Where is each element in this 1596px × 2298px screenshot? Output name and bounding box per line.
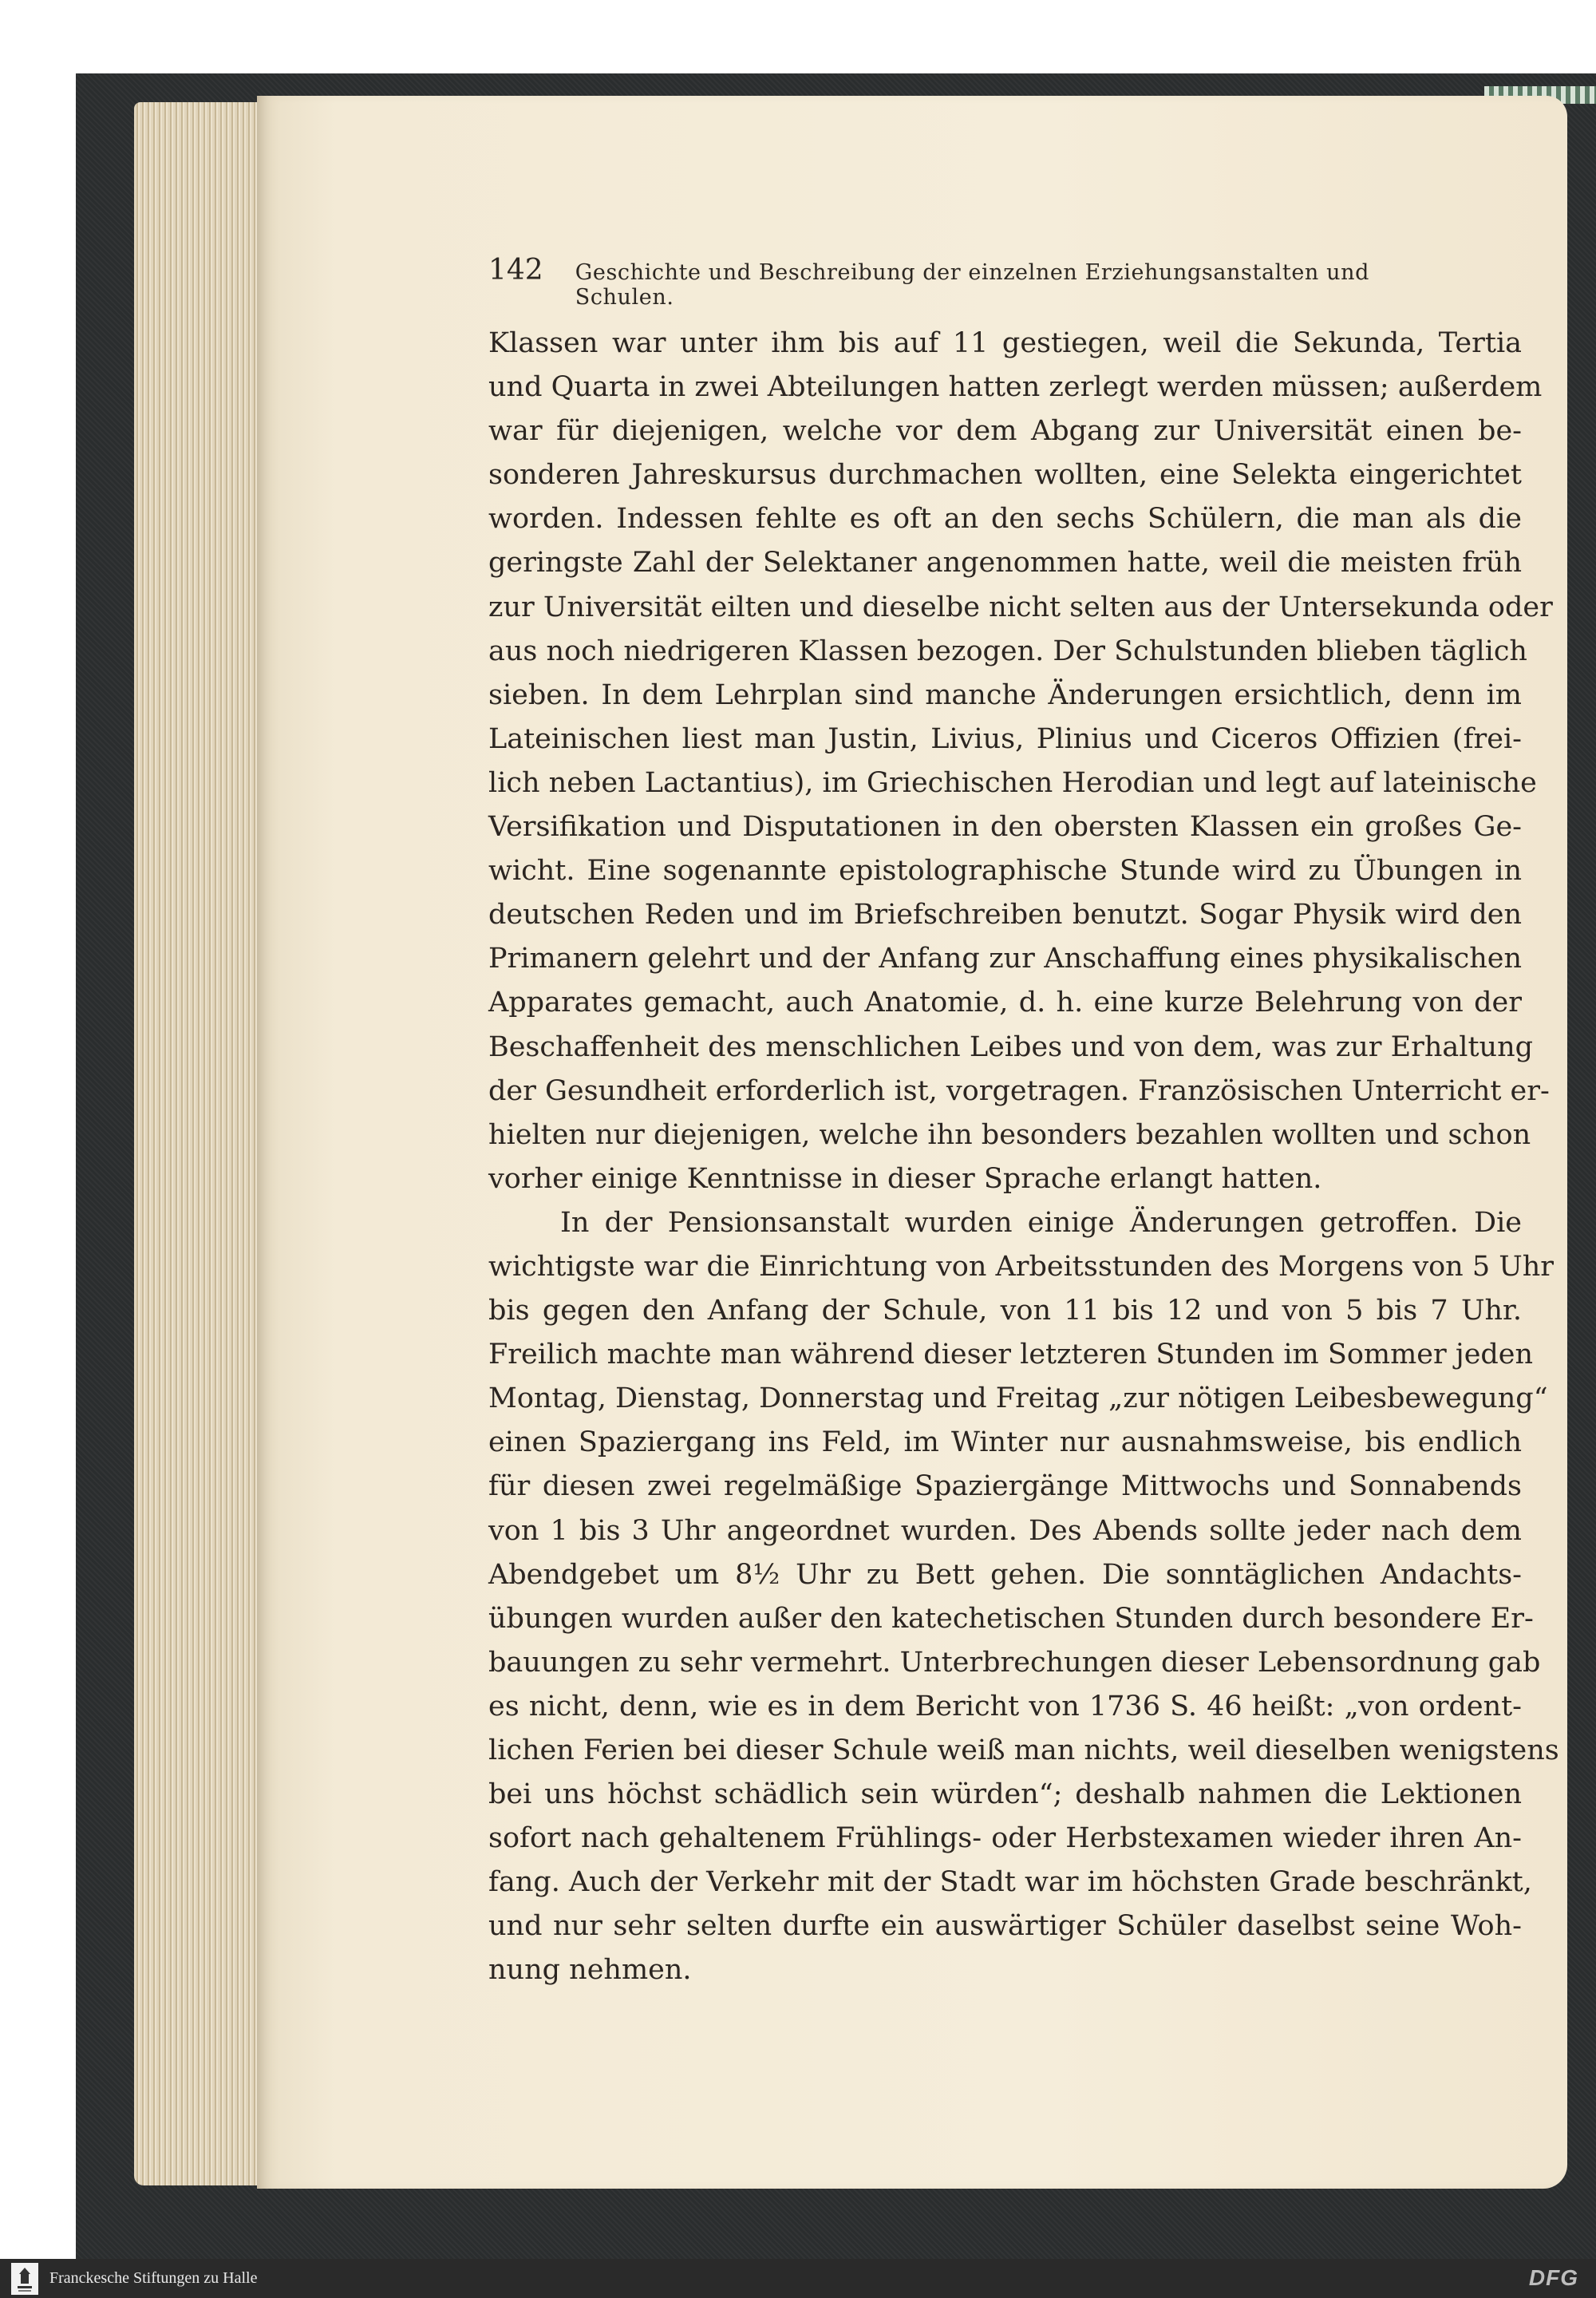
text-line: bei uns höchst schädlich sein würden“; deshalb nahmen die Lektionen [488,1778,1522,1811]
text-line: sonderen Jahreskursus durchmachen wollten, eine Selekta eingerichtet [488,459,1522,492]
text-line: lich neben Lactantius), im Griechischen Herodian und legt auf lateinische [488,766,1537,799]
text-line: geringste Zahl der Selektaner angenommen hatte, weil die meisten früh [488,547,1522,579]
text-line: sieben. In dem Lehrplan sind manche Änderungen ersichtlich, denn im [488,678,1522,711]
text-line: aus noch niedrigeren Klassen bezogen. Der Schulstunden blieben täglich [488,635,1527,667]
text-line: wicht. Eine sogenannte epistolographische Stunde wird zu Übungen in [488,855,1522,888]
running-head: Geschichte und Beschreibung der einzelnen Erziehungsanstalten und Schulen. [575,260,1369,310]
text-line: es nicht, denn, wie es in dem Bericht von 1736 S. 46 heißt: „von ordent- [488,1690,1522,1723]
text-line-paragraph-start: In der Pensionsanstalt wurden einige Änderungen getroffen. Die [560,1206,1522,1239]
text-line: Montag, Dienstag, Donnerstag und Freitag „zur nötigen Leibesbewegung“ [488,1382,1548,1415]
text-line: hielten nur diejenigen, welche ihn besonders bezahlen wollten und schon [488,1118,1531,1151]
text-line: wichtigste war die Einrichtung von Arbeitsstunden des Morgens von 5 Uhr [488,1250,1554,1283]
text-line: zur Universität eilten und dieselbe nicht selten aus der Untersekunda oder [488,591,1553,623]
page-header [488,254,1438,310]
text-line: einen Spaziergang ins Feld, im Winter nur ausnahmsweise, bis endlich [488,1426,1522,1459]
text-line: Lateinischen liest man Justin, Livius, Plinius und Ciceros Offizien (frei- [488,722,1522,755]
text-line: von 1 bis 3 Uhr angeordnet wurden. Des Abends sollte jeder nach dem [488,1514,1522,1547]
text-line: Beschaffenheit des menschlichen Leibes und von dem, was zur Erhaltung [488,1030,1534,1063]
text-line: lichen Ferien bei dieser Schule weiß man nichts, weil dieselben wenigstens [488,1734,1559,1766]
footer-bar [0,2259,1596,2298]
text-line: fang. Auch der Verkehr mit der Stadt war im höchsten Grade beschränkt, [488,1866,1532,1899]
text-line: Apparates gemacht, auch Anatomie, d. h. eine kurze Belehrung von der [488,987,1522,1019]
text-line: bis gegen den Anfang der Schule, von 11 bis 12 und von 5 bis 7 Uhr. [488,1295,1522,1327]
page-number: 142 [488,254,543,287]
text-line: für diesen zwei regelmäßige Spaziergänge Mittwochs und Sonnabends [488,1470,1522,1503]
text-line: der Gesundheit erforderlich ist, vorgetragen. Französischen Unterricht er- [488,1074,1550,1107]
text-line: war für diejenigen, welche vor dem Abgang zur Universität einen be- [488,415,1522,448]
text-line: übungen wurden außer den katechetischen Stunden durch besondere Er- [488,1602,1534,1635]
library-name: Franckesche Stiftungen zu Halle [49,2269,258,2287]
text-line: bauungen zu sehr vermehrt. Unterbrechungen dieser Lebensordnung gab [488,1646,1541,1679]
text-line: Primanern gelehrt und der Anfang zur Anschaffung eines physikalischen [488,943,1522,975]
text-line: und Quarta in zwei Abteilungen hatten zerlegt werden müssen; außerdem [488,371,1543,404]
text-line: deutschen Reden und im Briefschreiben benutzt. Sogar Physik wird den [488,899,1522,931]
text-line: worden. Indessen fehlte es oft an den sechs Schülern, die man als die [488,503,1522,536]
dfg-logo: DFG [1528,2265,1578,2290]
page-edges [134,102,262,2185]
text-line: Klassen war unter ihm bis auf 11 gestiegen, weil die Sekunda, Tertia [488,327,1522,359]
text-line-paragraph-end: nung nehmen. [488,1954,692,1987]
text-line: Versifikation und Disputationen in den obersten Klassen ein großes Ge- [488,811,1522,844]
text-line-paragraph-end: vorher einige Kenntnisse in dieser Sprache erlangt hatten. [488,1162,1322,1195]
body-text [488,322,1559,1993]
library-logo-icon [11,2263,38,2295]
text-line: Abendgebet um 8½ Uhr zu Bett gehen. Die sonntäglichen Andachts- [488,1558,1522,1591]
text-line: sofort nach gehaltenem Frühlings- oder Herbstexamen wieder ihren An- [488,1822,1522,1855]
text-line: Freilich machte man während dieser letzteren Stunden im Sommer jeden [488,1339,1534,1371]
text-line: und nur sehr selten durfte ein auswärtiger Schüler daselbst seine Woh- [488,1910,1522,1943]
